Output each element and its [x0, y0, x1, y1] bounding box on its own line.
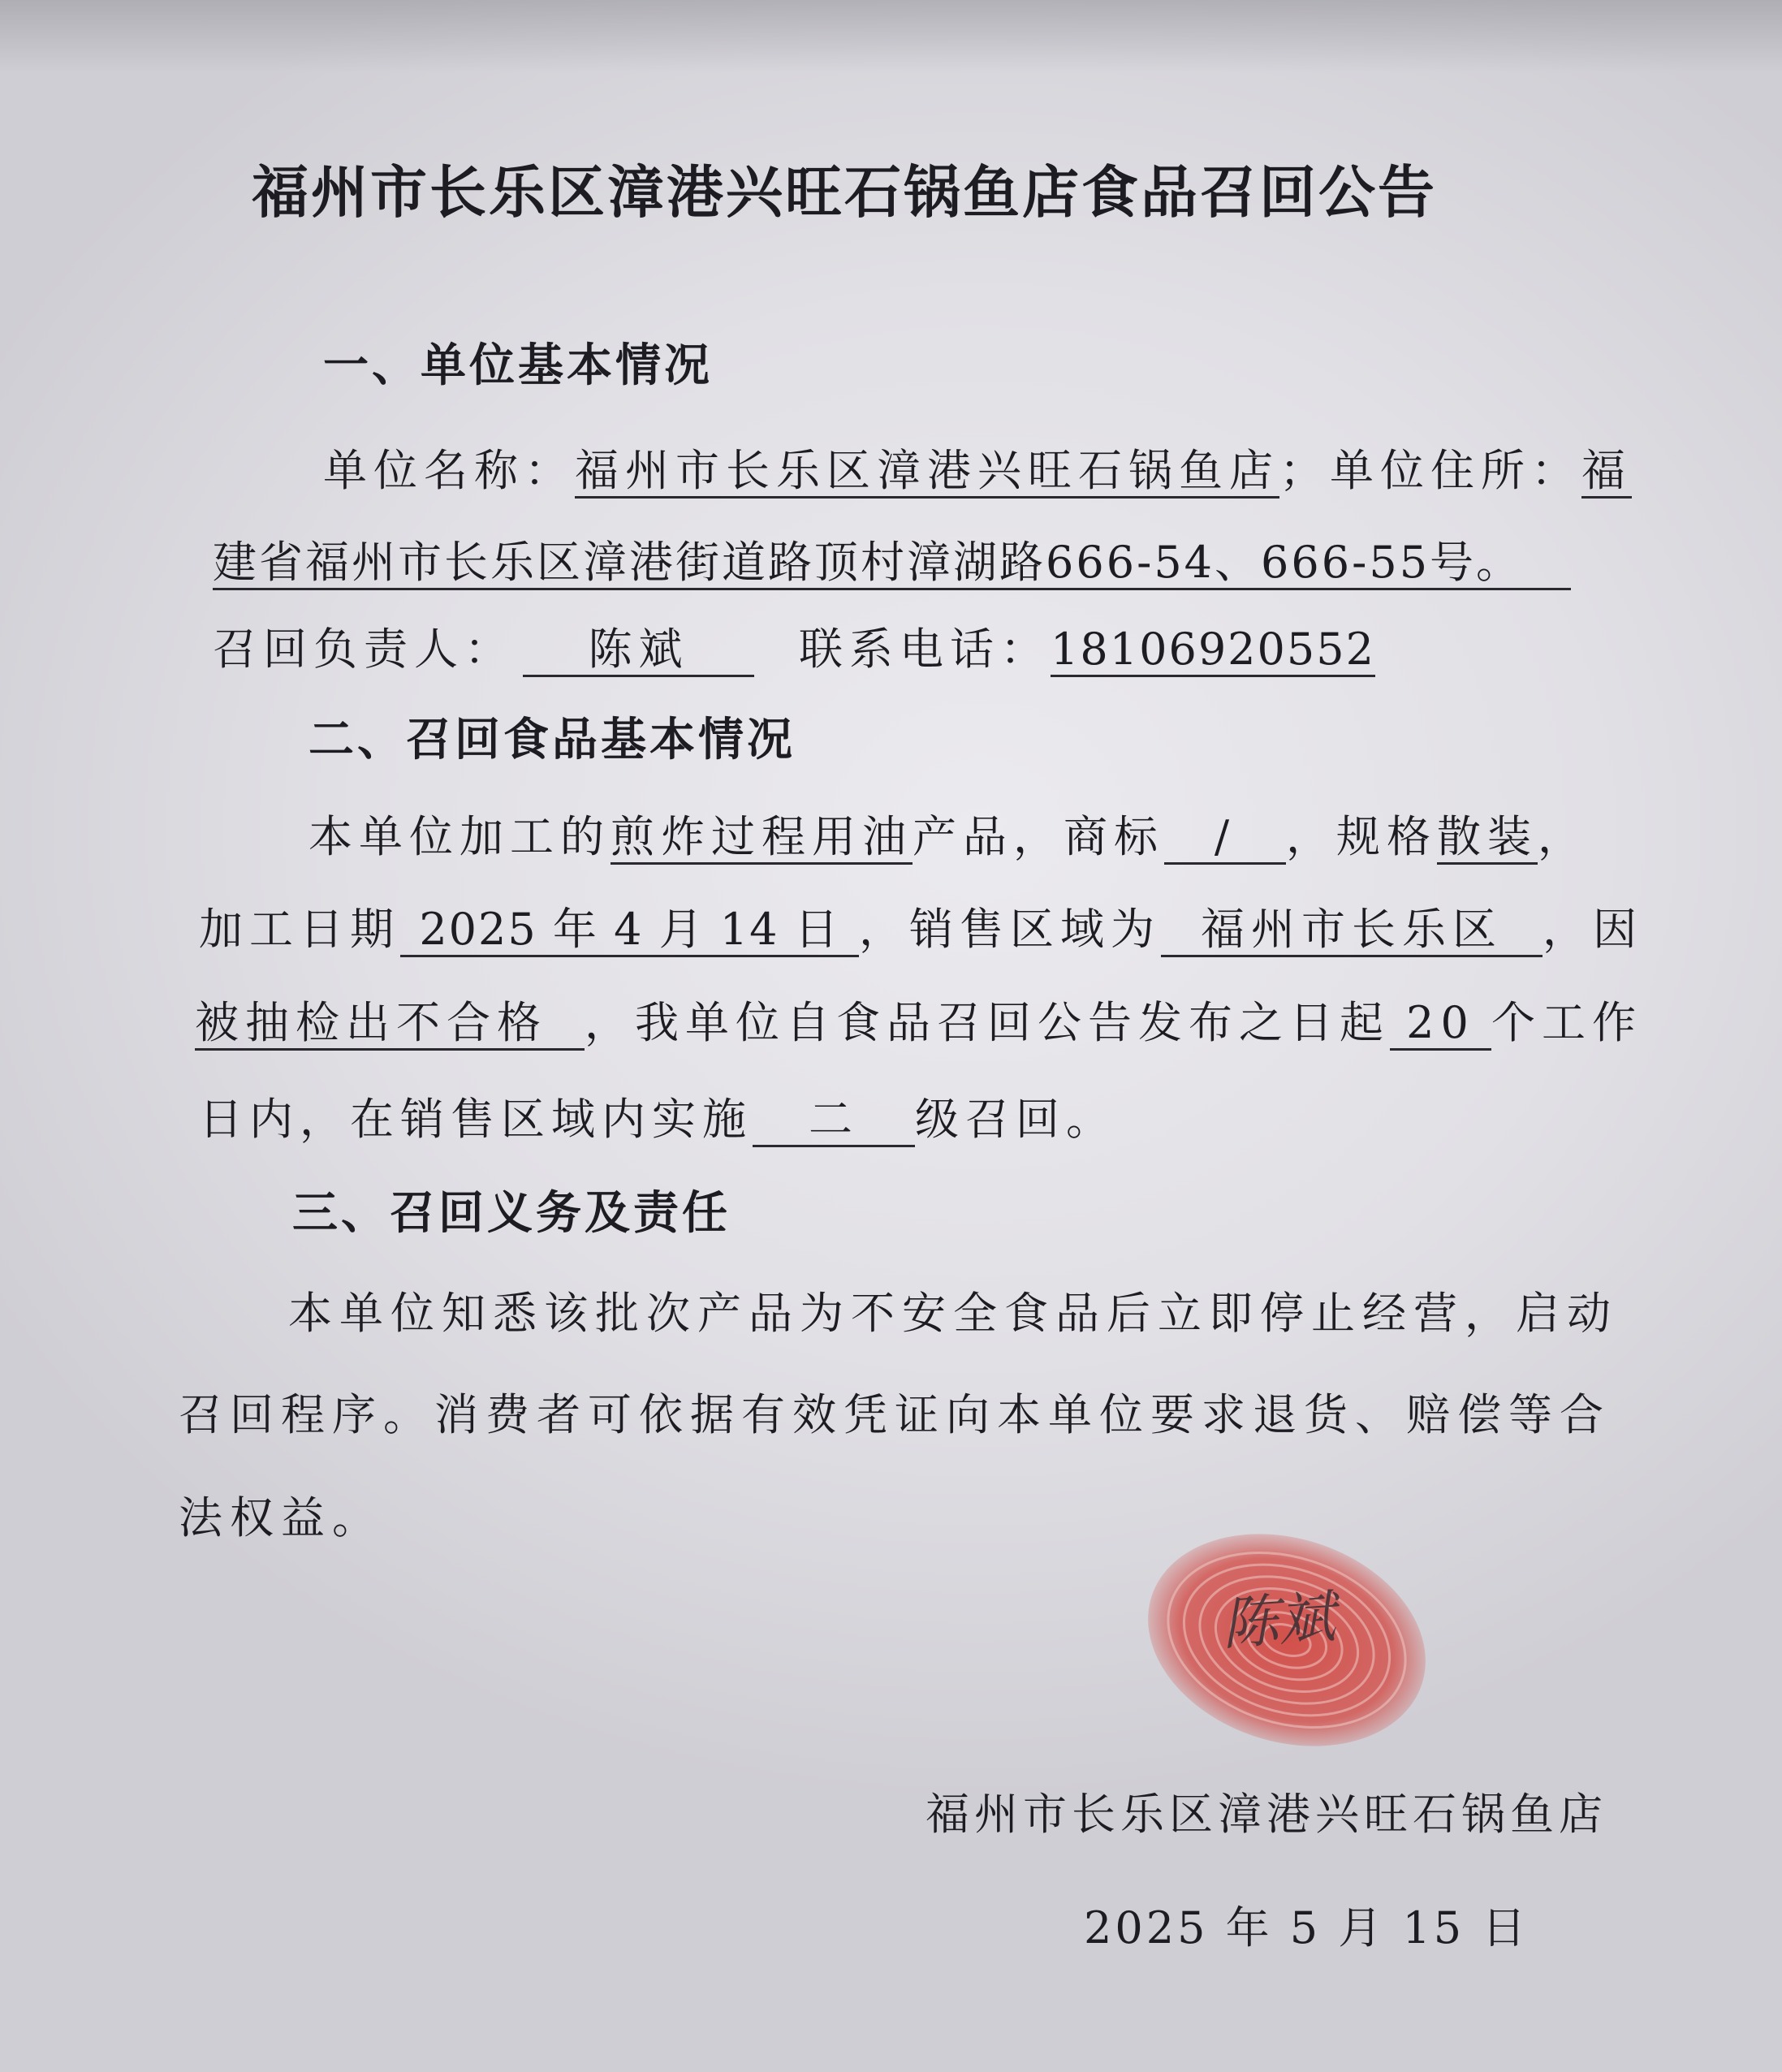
unit-address-start: 福	[1581, 445, 1632, 499]
days-value: 20	[1390, 998, 1491, 1051]
phone-label: 联系电话：	[799, 624, 1051, 675]
unit-address-line	[213, 534, 1571, 591]
obligation-line-3: 法权益。	[179, 1492, 383, 1543]
text-segment: ，因	[1543, 904, 1643, 955]
section2-heading: 二、召回食品基本情况	[309, 714, 796, 766]
text-segment: 加工日期	[199, 904, 400, 955]
processing-date-value: 2025 年 4 月 14 日	[400, 904, 859, 957]
brand-value: /	[1164, 812, 1286, 865]
text-segment: ，规格	[1286, 811, 1437, 862]
notice-title: 福州市长乐区漳港兴旺石锅鱼店食品召回公告	[252, 159, 1437, 226]
spec-value: 散装	[1437, 811, 1538, 865]
region-value: 福州市长乐区	[1161, 904, 1543, 957]
date-region-line	[199, 901, 1643, 958]
text-segment: 级召回。	[915, 1094, 1116, 1145]
separator: ；	[1279, 445, 1330, 496]
obligation-line-1: 本单位知悉该批次产品为不安全食品后立即停止经营，启动	[288, 1288, 1618, 1339]
reason-line	[195, 995, 1642, 1051]
footer-organization: 福州市长乐区漳港兴旺石锅鱼店	[926, 1789, 1607, 1840]
unit-name-line	[323, 442, 1632, 499]
text-segment: 产品，商标	[913, 811, 1164, 862]
text-segment: 本单位加工的	[309, 811, 611, 862]
recall-level-line	[199, 1091, 1116, 1148]
recall-level-value: 二	[753, 1094, 915, 1147]
footer-date: 2025 年 5 月 15 日	[1084, 1902, 1530, 1953]
contact-line	[213, 621, 1375, 678]
text-segment: ，销售区域为	[859, 904, 1161, 955]
fingerprint-signature	[1133, 1518, 1437, 1762]
product-value: 煎炸过程用油	[611, 811, 913, 865]
handwritten-signature: 陈斌	[1219, 1583, 1338, 1658]
shadow-band	[0, 0, 1782, 73]
reason-value: 被抽检出不合格	[195, 998, 585, 1051]
text-segment: 日内，在销售区域内实施	[199, 1094, 753, 1145]
section3-heading: 三、召回义务及责任	[292, 1187, 731, 1240]
unit-name-value: 福州市长乐区漳港兴旺石锅鱼店	[575, 445, 1279, 499]
unit-address-value: 建省福州市长乐区漳港街道路顶村漳湖路666-54、666-55号。	[213, 537, 1571, 590]
text-segment: 个工作	[1491, 997, 1642, 1048]
unit-address-label: 单位住所：	[1330, 445, 1581, 496]
contact-label: 召回负责人：	[213, 624, 515, 675]
product-line	[309, 809, 1588, 865]
section1-heading: 一、单位基本情况	[323, 339, 713, 392]
text-segment: ，	[1538, 811, 1588, 862]
unit-name-label: 单位名称：	[323, 445, 575, 496]
phone-value: 18106920552	[1051, 624, 1375, 677]
text-segment: ，我单位自食品召回公告发布之日起	[585, 997, 1390, 1048]
obligation-line-2: 召回程序。消费者可依据有效凭证向本单位要求退货、赔偿等合	[179, 1389, 1611, 1440]
contact-value: 陈斌	[523, 624, 754, 677]
